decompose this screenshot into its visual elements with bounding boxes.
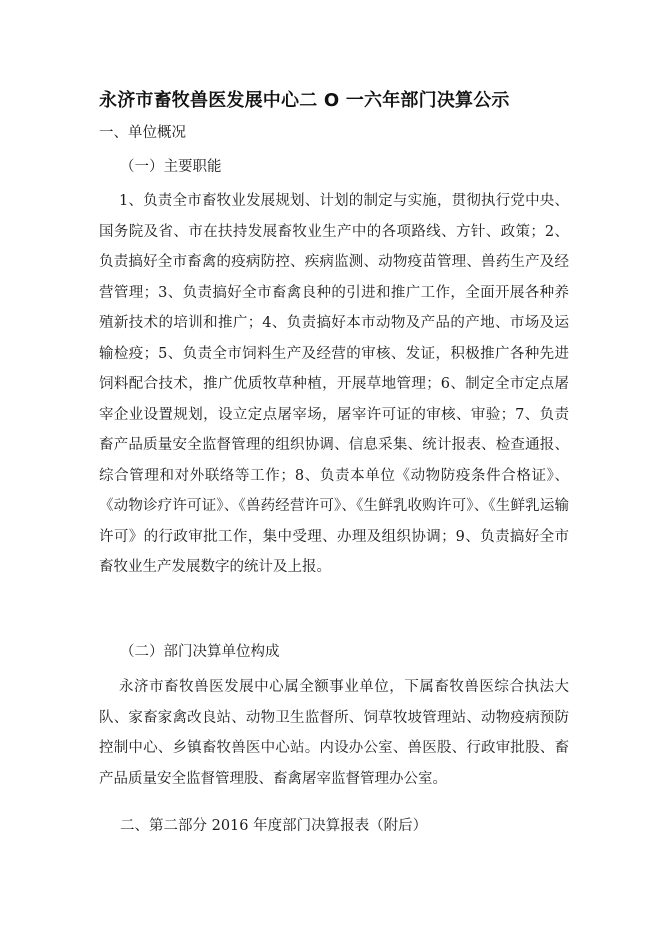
section-heading-report: 二、第二部分 2016 年度部门决算报表（附后） <box>120 818 428 834</box>
composition-paragraph: 永济市畜牧兽医发展中心属全额事业单位，下属畜牧兽医综合执法大队、家畜家禽改良站、动物卫生监督所、饲草牧坡管理站、动物疫病预防控制中心、乡镇畜牧兽医中心站。内设办公室、兽医股、行政审批股、畜产品质量安全监督管理股、畜禽屠宰监督管理办公室。 <box>99 679 569 787</box>
page-title: 永济市畜牧兽医发展中心二 O 一六年部门决算公示 <box>99 90 510 111</box>
duties-paragraph: 1、负责全市畜牧业发展规划、计划的制定与实施，贯彻执行党中央、国务院及省、市在扶持发展畜牧业生产中的各项路线、方针、政策；2、负责搞好全市畜禽的疫病防控、疾病监测、动物疫苗管理、兽药生产及经营管理；3、负责搞好全市畜禽良种的引进和推广工作，全面开展各种养殖新技术的培训和推广；4、负责搞好本市动物及产品的产地、市场及运输检疫；5、负责全市饲料生产及经营的审核、发证，积极推广各种先进饲料配合技术，推广优质牧草种植，开展草地管理；6、制定全市定点屠宰企业设置规划，设立定点屠宰场，屠宰许可证的审核、审验；7、负责畜产品质量安全监督管理的组织协调、信息采集、统计报表、检查通报、综合管理和对外联络等工作；8、负责本单位《动物防疫条件合格证》、《动物诊疗许可证》、《兽药经营许可》、《生鲜乳收购许可》、《生鲜乳运输许可》的行政审批工作，集中受理、办理及组织协调；9、负责搞好全市畜牧业生产发展数字的统计及上报。 <box>99 193 569 575</box>
section-heading-overview: 一、单位概况 <box>99 125 186 141</box>
subsection-heading-composition: （二）部门决算单位构成 <box>120 644 280 660</box>
subsection-heading-main-duties: （一）主要职能 <box>120 159 222 175</box>
